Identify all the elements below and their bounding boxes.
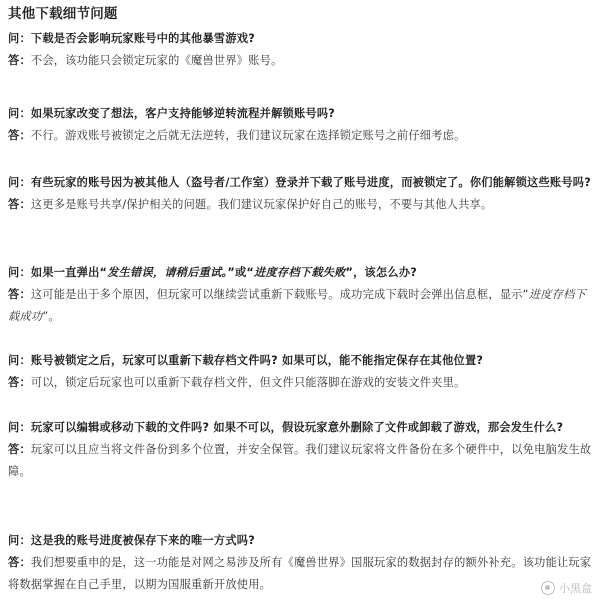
question-prefix: 问： bbox=[8, 107, 31, 120]
answer-text-start: 这可能是出于多个原因，但玩家可以继续尝试重新下载账号。成功完成下载时会弹出信息框，显示“ bbox=[30, 288, 529, 301]
answer-text: 不行。游戏账号被锁定之后就无法逆转，我们建议玩家在选择锁定账号之前仔细考虑。 bbox=[30, 129, 466, 142]
answer-text: 不会，该功能只会锁定玩家的《魔兽世界》账号。 bbox=[30, 54, 283, 67]
answer-text: 这更多是账号共享/保护相关的问题。我们建议玩家保护好自己的账号，不要与其他人共享。 bbox=[30, 198, 493, 211]
answer-text-end: ”。 bbox=[42, 310, 60, 323]
question-prefix: 问： bbox=[8, 266, 31, 279]
success-message: 进度存档下载成功 bbox=[8, 288, 586, 323]
watermark-logo-icon bbox=[541, 581, 555, 595]
question-text-end: ”，该怎么办? bbox=[345, 266, 418, 279]
answer-text: 可以，锁定后玩家也可以重新下载存档文件，但文件只能落脚在游戏的安装文件夹里。 bbox=[30, 376, 466, 389]
question-text-start: 如果一直弹出“ bbox=[30, 266, 108, 279]
answer-7 bbox=[8, 552, 592, 596]
answer-1 bbox=[8, 50, 592, 72]
qa-item-4 bbox=[8, 262, 592, 328]
question-prefix: 问： bbox=[8, 176, 31, 189]
question-prefix: 问： bbox=[8, 421, 31, 434]
answer-prefix: 答： bbox=[8, 54, 31, 67]
error-message-2: 进度存档下载失败 bbox=[254, 266, 346, 279]
question-prefix: 问： bbox=[8, 354, 31, 367]
answer-prefix: 答： bbox=[8, 129, 31, 142]
answer-6 bbox=[8, 439, 592, 483]
question-text: 玩家可以编辑或移动下载的文件吗? 如果不可以，假设玩家意外删除了文件或卸载了游戏，那会发生什么? bbox=[30, 421, 564, 434]
answer-text: 玩家可以且应当将文件备份到多个位置，并安全保管。我们建议玩家将文件备份在多个硬件中，以免电脑发生故障。 bbox=[8, 443, 592, 478]
answer-prefix: 答： bbox=[8, 376, 31, 389]
answer-3 bbox=[8, 194, 592, 216]
question-7 bbox=[8, 530, 592, 552]
question-text: 账号被锁定之后，玩家可以重新下载存档文件吗? 如果可以，能不能指定保存在其他位置? bbox=[30, 354, 484, 367]
question-text: 如果玩家改变了想法，客户支持能够逆转流程并解锁账号吗? bbox=[30, 107, 336, 120]
answer-text: 我们想要重申的是，这一功能是对网之易涉及所有《魔兽世界》国服玩家的数据封存的额外补充。该功能让玩家将数据掌握在自己手里，以期为国服重新开放使用。 bbox=[8, 556, 592, 591]
qa-item-6 bbox=[8, 417, 592, 483]
question-prefix: 问： bbox=[8, 534, 31, 547]
answer-prefix: 答： bbox=[8, 556, 31, 569]
error-message-1: 发生错误，请稍后重试。 bbox=[107, 266, 228, 279]
watermark bbox=[541, 580, 592, 596]
question-text: 这是我的账号进度被保存下来的唯一方式吗? bbox=[30, 534, 255, 547]
question-2 bbox=[8, 103, 592, 125]
qa-item-1 bbox=[8, 28, 592, 72]
qa-item-2 bbox=[8, 103, 592, 147]
answer-prefix: 答： bbox=[8, 198, 31, 211]
answer-4 bbox=[8, 284, 592, 328]
question-prefix: 问： bbox=[8, 32, 31, 45]
question-text-middle: ”或“ bbox=[227, 266, 254, 279]
qa-item-7 bbox=[8, 530, 592, 596]
question-6 bbox=[8, 417, 592, 439]
qa-item-5 bbox=[8, 350, 592, 394]
answer-prefix: 答： bbox=[8, 288, 31, 301]
question-5 bbox=[8, 350, 592, 372]
question-text: 下载是否会影响玩家账号中的其他暴雪游戏? bbox=[30, 32, 255, 45]
question-text: 有些玩家的账号因为被其他人（盗号者/工作室）登录并下载了账号进度，而被锁定了。你们能解锁这些账号吗? bbox=[30, 176, 591, 189]
watermark-text: 小黑盒 bbox=[559, 582, 592, 595]
answer-2 bbox=[8, 125, 592, 147]
page-title: 其他下载细节问题 bbox=[8, 6, 118, 22]
question-4 bbox=[8, 262, 592, 284]
qa-item-3 bbox=[8, 172, 592, 216]
question-1 bbox=[8, 28, 592, 50]
answer-prefix: 答： bbox=[8, 443, 31, 456]
question-3 bbox=[8, 172, 592, 194]
answer-5 bbox=[8, 372, 592, 394]
